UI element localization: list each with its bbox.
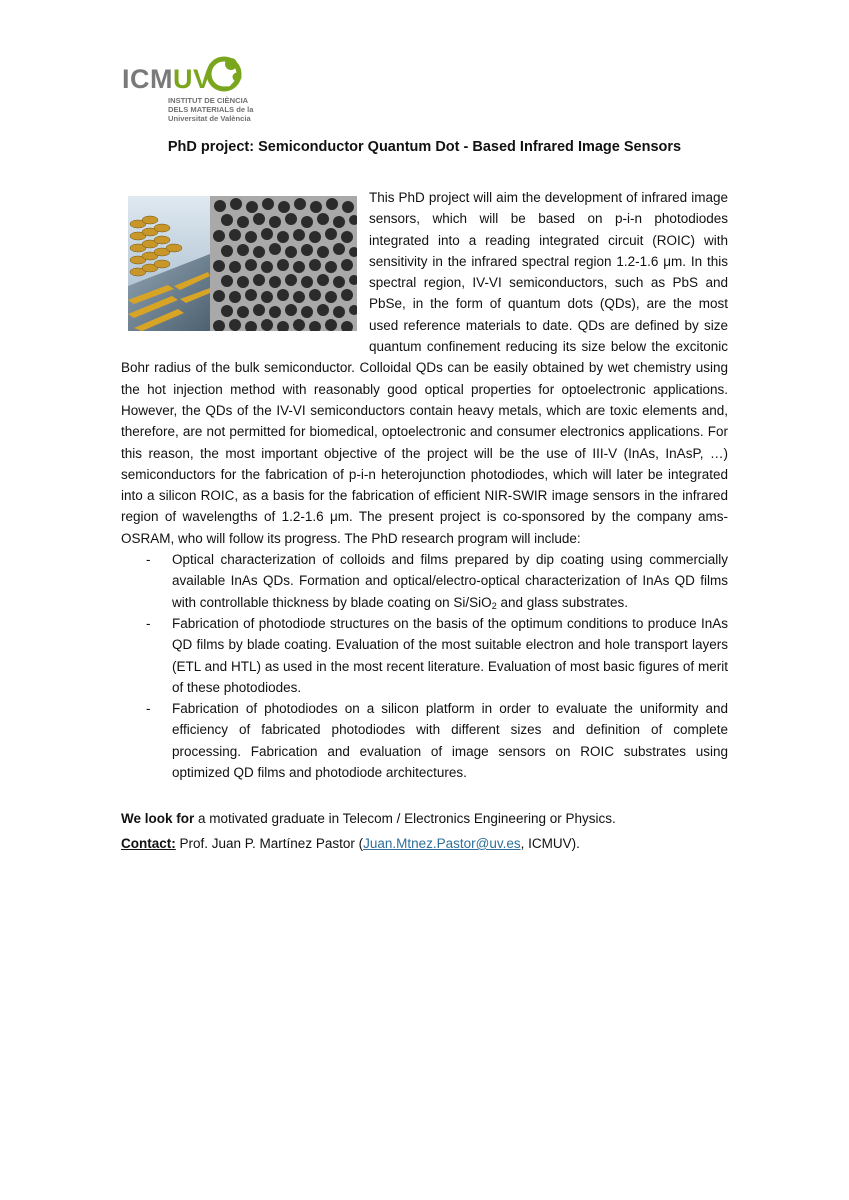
logo-subtitle: INSTITUT DE CIÈNCIA DELS MATERIALS de la Universitat de València xyxy=(168,96,254,123)
contact-line: Contact: Prof. Juan P. Martínez Pastor (Juan.Mtnez.Pastor@uv.es, ICMUV). xyxy=(121,836,580,851)
contact-label: Contact: xyxy=(121,836,176,851)
contact-email-link[interactable]: Juan.Mtnez.Pastor@uv.es xyxy=(363,836,521,851)
body-text xyxy=(121,187,728,783)
icmuv-logo xyxy=(122,52,252,124)
list-item: - Optical characterization of colloids and films prepared by dip coating using commercially available InAs QDs. Formation and optical/electro-optical characterization of InAs QD films with controllable thickness by blade coating on Si/SiO$_2$ and glass substrates. xyxy=(146,552,728,611)
list-item: - Fabrication of photodiodes on a silicon platform in order to evaluate the uniformity and efficiency of fabricated photodiodes with different sizes and definition of complete processing. Fabrication and evaluation of image sensors on ROIC substrates using optimized QD films and photodiode architectures. xyxy=(146,701,728,781)
intro-paragraph: This PhD project will aim the development of infrared image sensors, which will be based on p-i-n photodiodes integrated into a reading integrated circuit (ROIC) with sensitivity in the infrared spectral region 1.2-1.6 μm. In this spectral region, IV-VI semiconductors, such as PbS and PbSe, in the form of quantum dots (QDs), are the most used reference materials to date. QDs are defined by size quantum confinement reducing its size below the excitonic Bohr radius of the bulk semiconductor. Colloidal QDs can be easily obtained by wet chemistry using the hot injection method with reasonably good optical properties for optoelectronic applications. However, the QDs of the IV-VI semiconductors contain heavy metals, which are toxic elements and, therefore, are not permitted for biomedical, optoelectronic and consumer electronics applications. For this reason, the most important objective of the project will be the use of III-V (InAs, InAsP, …) semiconductors for the fabrication of p-i-n heterojunction photodiodes, which will later be integrated into a silicon ROIC, as a basis for the fabrication of efficient NIR-SWIR image sensors in the infrared region of wavelengths of 1.2-1.6 μm. The present project is co-sponsored by the company ams-OSRAM, who will follow its progress. The PhD research program will include: xyxy=(121,190,728,546)
list-item: - Fabrication of photodiode structures on the basis of the optimum conditions to produce InAs QD films by blade coating. Evaluation of the most suitable electron and hole transport layers (ETL and HTL) as used in the most recent literature. Evaluation of most basic figures of merit of these photodiodes. xyxy=(146,615,728,695)
logo-swirl-icon xyxy=(206,52,246,94)
research-program-list xyxy=(121,549,728,783)
logo-wordmark: ICMUV xyxy=(122,64,212,94)
page-title: PhD project: Semiconductor Quantum Dot - Based Infrared Image Sensors xyxy=(167,139,682,155)
look-for-line: We look for a motivated graduate in Telecom / Electronics Engineering or Physics. xyxy=(121,811,616,826)
